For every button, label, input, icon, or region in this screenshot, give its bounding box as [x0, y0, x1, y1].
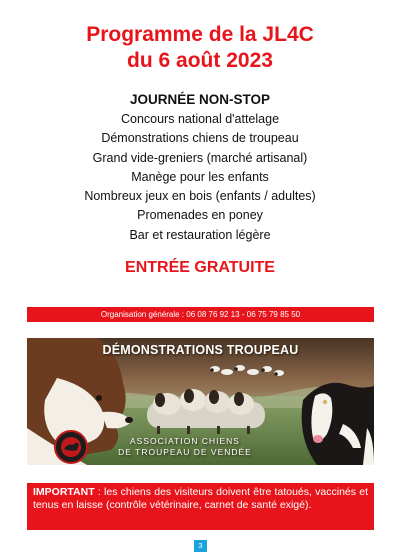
right-border-collie-dog: [302, 383, 374, 465]
list-item: Concours national d'attelage: [120, 112, 280, 126]
free-entry-label: ENTRÉE GRATUITE: [125, 259, 275, 276]
list-item: Nombreux jeux en bois (enfants / adultes): [84, 189, 316, 204]
title-line-1: Programme de la JL4C: [86, 23, 314, 46]
banner-title: DÉMONSTRATIONS TROUPEAU: [102, 343, 299, 357]
list-item: Bar et restauration légère: [129, 227, 271, 242]
association-name-line-1: ASSOCIATION CHIENS: [130, 436, 240, 446]
activity-list: [0, 110, 400, 245]
program-subtitle: JOURNÉE NON-STOP: [129, 92, 271, 107]
association-name: [95, 436, 275, 458]
important-notice: [27, 483, 374, 530]
organisation-contact-bar: Organisation générale : 06 08 76 92 13 - 06 75 79 85 50: [27, 307, 374, 322]
page-number-badge: 3: [194, 540, 207, 552]
list-item: Manège pour les enfants: [131, 169, 269, 184]
title-line-2: du 6 août 2023: [127, 49, 273, 72]
notice-text: : les chiens des visiteurs doivent être tatoués, vaccinés et tenus en laisse (contrôle vétérinaire, carnet de santé exigé).: [33, 486, 368, 512]
notice-label: IMPORTANT: [33, 486, 95, 498]
association-logo: [54, 430, 88, 464]
dog-logo-icon: [56, 432, 86, 462]
association-name-line-2: DE TROUPEAU DE VENDÉE: [118, 447, 252, 457]
page-title: [0, 22, 400, 74]
list-item: Promenades en poney: [137, 208, 263, 223]
list-item: Grand vide-greniers (marché artisanal): [92, 150, 308, 165]
list-item: Démonstrations chiens de troupeau: [101, 131, 299, 146]
